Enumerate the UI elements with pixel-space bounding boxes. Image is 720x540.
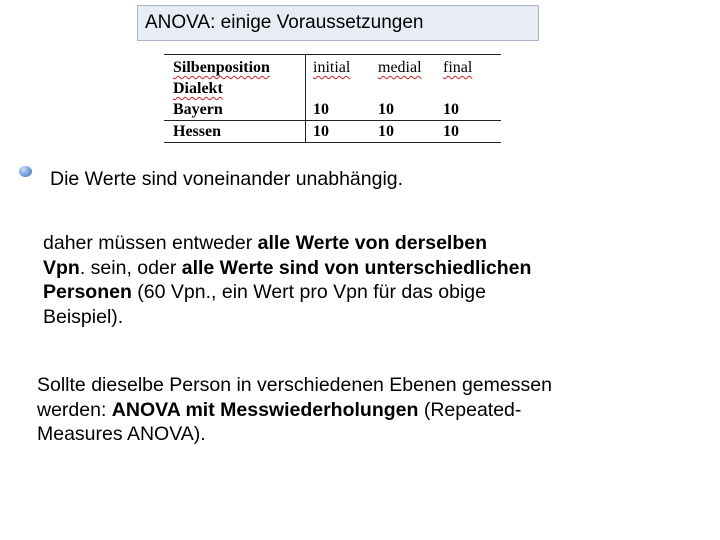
table-cell: 10	[371, 121, 436, 143]
paragraph-repeated-measures	[37, 373, 687, 447]
paragraph-text: Beispiel).	[43, 305, 124, 328]
emphasis-text: Vpn	[43, 256, 80, 279]
column-header-label: initial	[313, 59, 351, 76]
factor-label-cell	[164, 78, 306, 99]
paragraph-text: (Repeated-	[418, 398, 522, 421]
row-factor-header	[164, 55, 306, 79]
paragraph-text: werden:	[37, 398, 112, 421]
table-cell: 10	[313, 101, 329, 118]
column-header-initial	[306, 55, 372, 79]
column-header-label: final	[443, 59, 473, 76]
table-cell: 10	[443, 101, 459, 118]
column-header-medial	[371, 55, 436, 79]
emphasis-text: alle Werte von derselben	[257, 232, 488, 254]
dialekt-label: Dialekt	[173, 80, 223, 97]
table-cell	[371, 78, 436, 99]
table-cell	[436, 78, 501, 99]
table-cell: 10	[378, 101, 394, 118]
table-header-row	[164, 55, 501, 79]
paragraph-independence	[43, 231, 683, 329]
table-factor-row	[164, 78, 501, 99]
column-header-label: medial	[378, 59, 422, 76]
paragraph-text: (60 Vpn., ein Wert pro Vpn für das obige	[131, 281, 486, 303]
row-label-hessen: Hessen	[164, 121, 306, 143]
table-row	[164, 99, 501, 121]
emphasis-text: ANOVA mit Messwiederholungen	[111, 398, 419, 421]
bullet-icon	[19, 166, 32, 177]
paragraph-text: Sollte dieselbe Person in verschiedenen Ebenen gemessen	[37, 374, 552, 396]
paragraph-text: Measures ANOVA).	[37, 423, 206, 445]
emphasis-text: Personen	[43, 281, 132, 303]
bullet-text: Die Werte sind voneinander unabhängig.	[50, 168, 404, 190]
table-cell: 10	[436, 121, 501, 143]
slide-title: ANOVA: einige Voraussetzungen	[137, 5, 539, 41]
design-table	[164, 54, 501, 143]
table-cell: 10	[306, 121, 372, 143]
column-header-final	[436, 55, 501, 79]
silbenposition-label: Silbenposition	[173, 59, 270, 76]
row-label-bayern: Bayern	[164, 99, 306, 121]
table-cell	[306, 78, 372, 99]
table-row	[164, 121, 501, 143]
paragraph-text: daher müssen entweder	[43, 232, 258, 254]
emphasis-text: alle Werte sind von unterschiedlichen	[181, 256, 532, 279]
paragraph-text: . sein, oder	[79, 256, 182, 279]
